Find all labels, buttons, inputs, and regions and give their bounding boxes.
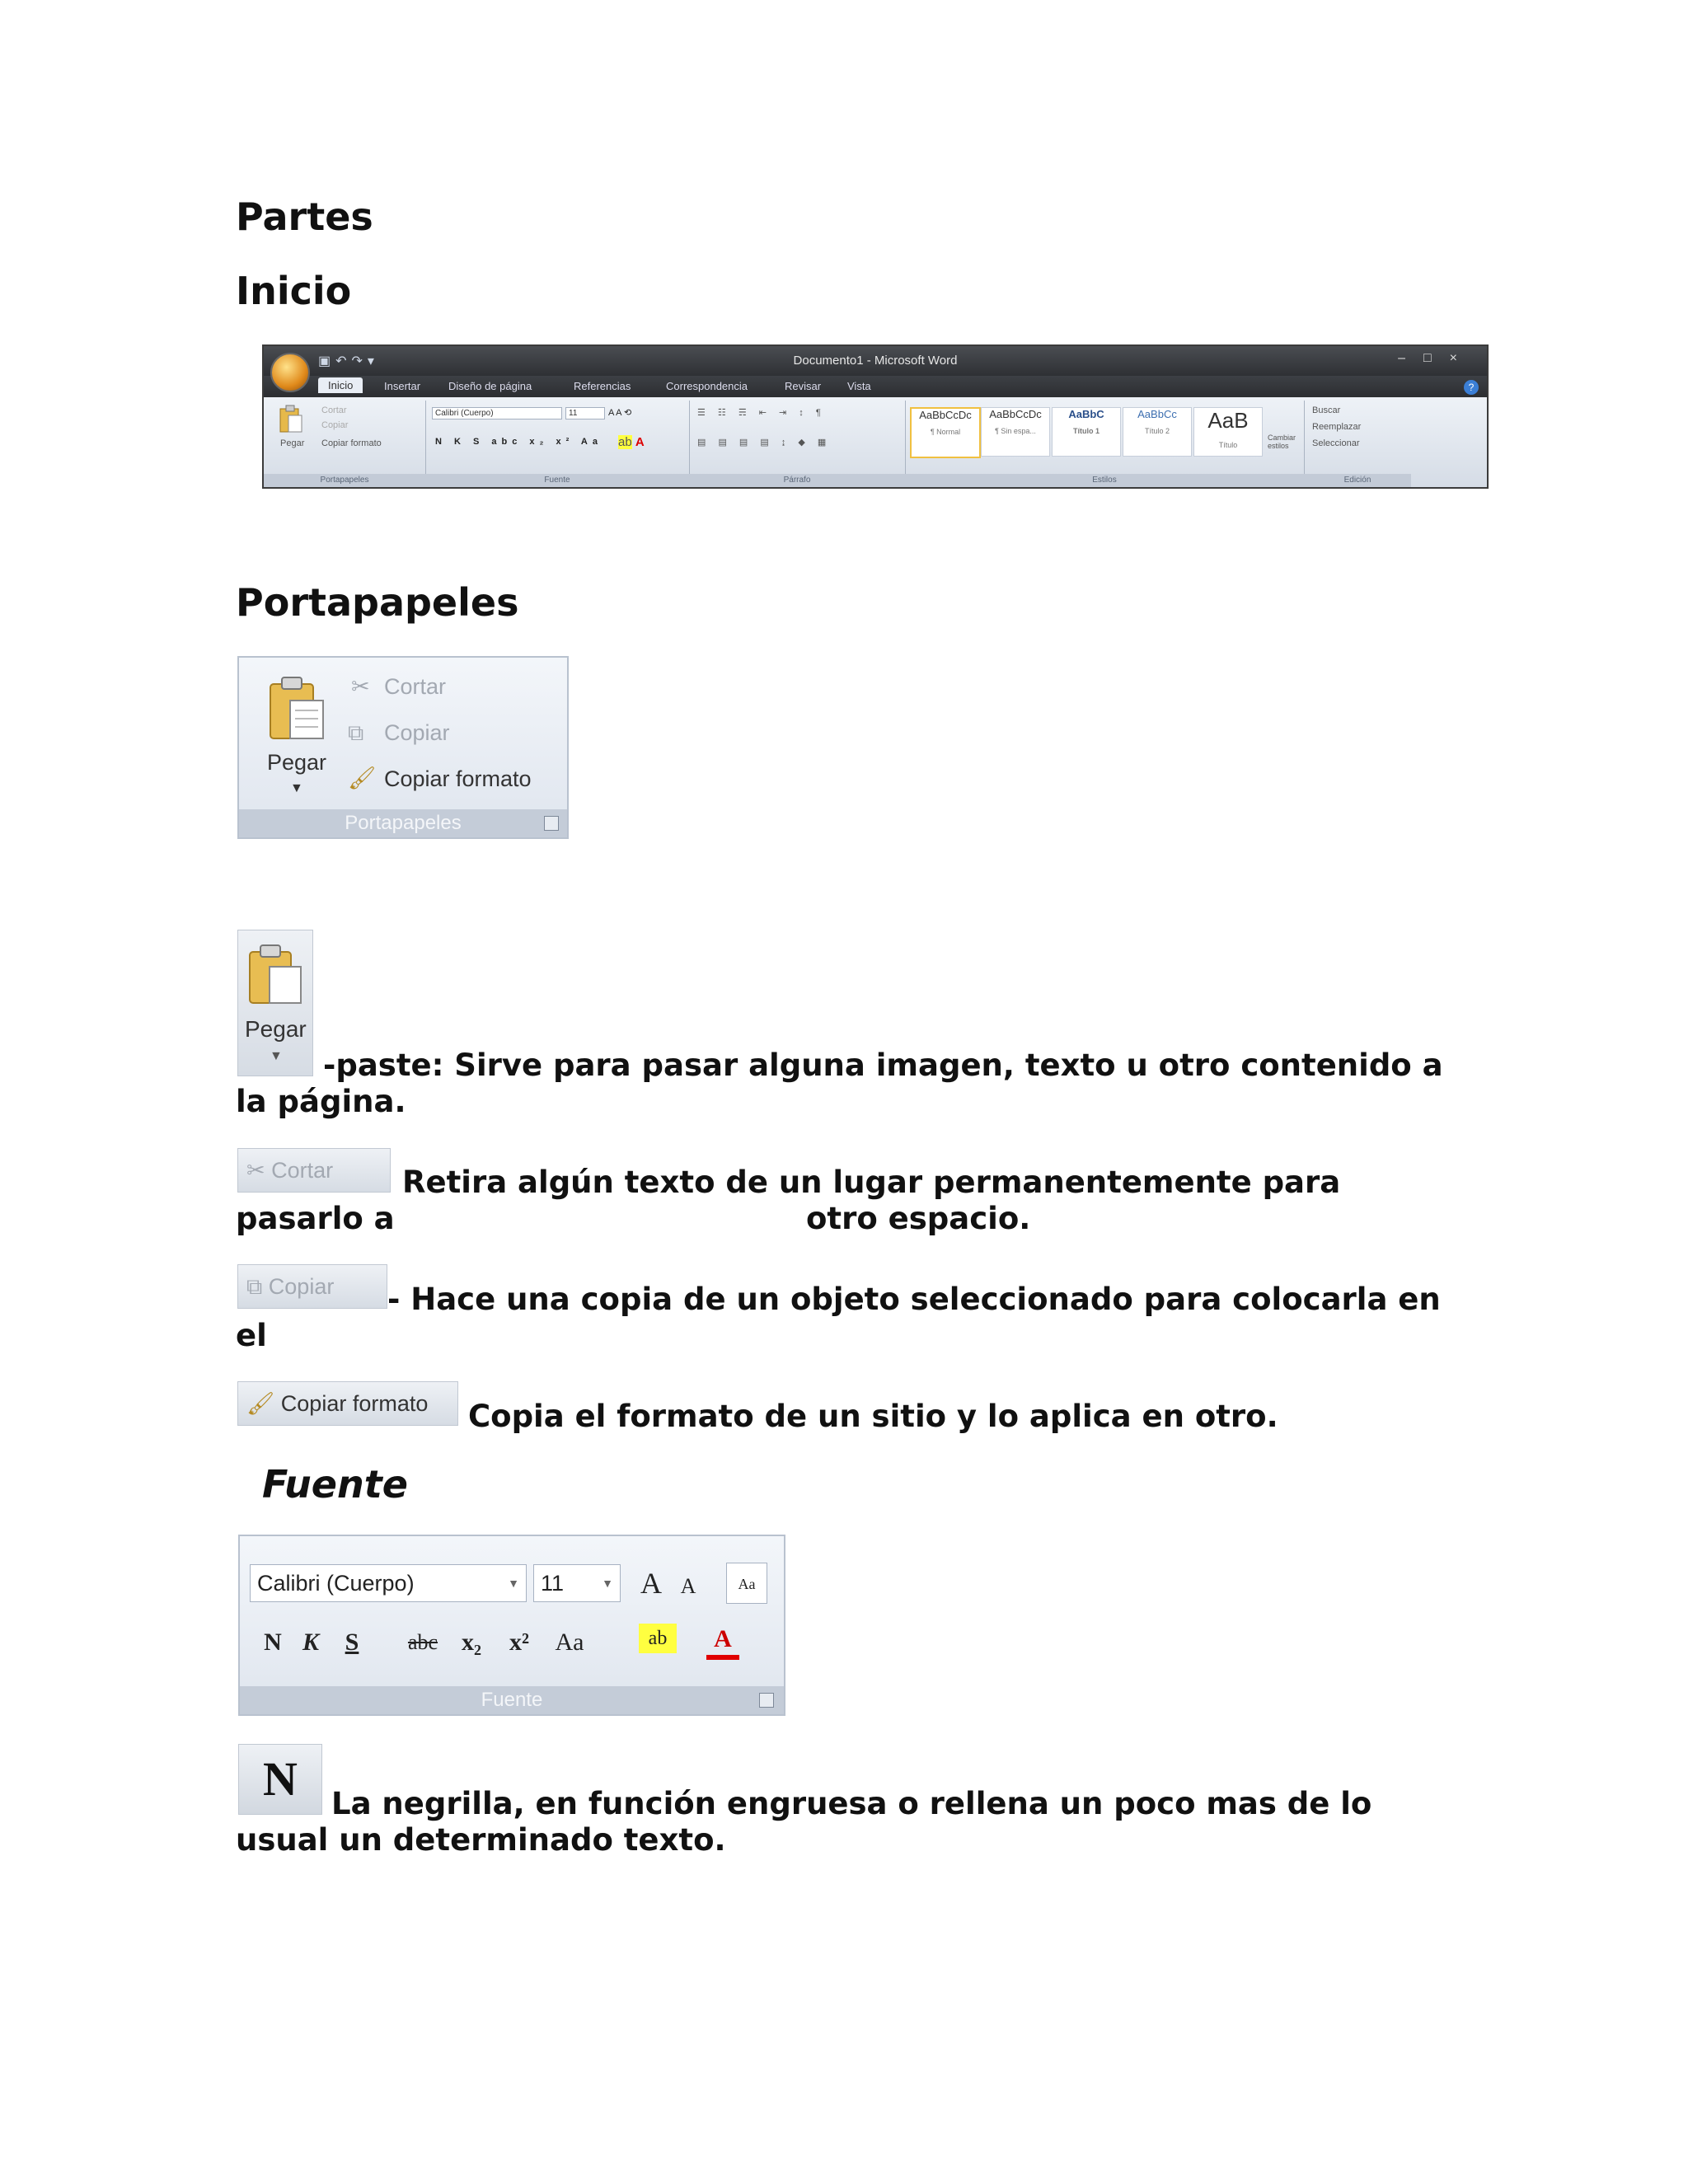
- group-label-edicion: Edición: [1304, 474, 1411, 487]
- ribbon-title-bar: [264, 346, 1487, 376]
- strikethrough-button[interactable]: abc: [407, 1630, 438, 1654]
- paste-icon[interactable]: [267, 674, 328, 743]
- paragraph-list-icons[interactable]: ☰ ☷ ☴ ⇤ ⇥ ↕ ¶: [697, 408, 826, 418]
- subscript-button[interactable]: x₂: [462, 1629, 481, 1656]
- copiar-description-cont: el: [236, 1318, 267, 1353]
- tab-revisar[interactable]: Revisar: [785, 380, 822, 392]
- heading-inicio: Inicio: [236, 269, 352, 313]
- pegar-label: Pegar: [245, 1016, 307, 1042]
- cortar-description-end: otro espacio.: [806, 1201, 1031, 1236]
- font-color-button[interactable]: A: [706, 1619, 739, 1660]
- underline-button[interactable]: S: [345, 1629, 359, 1656]
- ribbon-group-estilos: [905, 401, 1305, 487]
- ribbon-font-name[interactable]: Calibri (Cuerpo): [432, 407, 562, 419]
- ribbon-copy[interactable]: Copiar: [321, 420, 349, 430]
- ribbon-font-size[interactable]: 11: [565, 407, 605, 419]
- editing-select[interactable]: Seleccionar: [1312, 438, 1360, 448]
- pegar-label[interactable]: Pegar: [267, 750, 327, 775]
- paste-icon: [246, 942, 306, 1008]
- chevron-down-icon[interactable]: ▼: [290, 781, 303, 795]
- ribbon-group-fuente: [425, 401, 690, 487]
- copiar-formato-description: Copia el formato de un sitio y lo aplica en otro.: [468, 1399, 1278, 1434]
- shrink-font-button[interactable]: A: [680, 1574, 696, 1598]
- help-icon[interactable]: ?: [1464, 380, 1479, 395]
- clear-format-icon[interactable]: Aa: [726, 1563, 767, 1604]
- copiar-formato-button[interactable]: [237, 1381, 458, 1426]
- brush-icon: 🖌: [246, 1391, 275, 1416]
- pegar-button[interactable]: [237, 930, 313, 1076]
- ribbon-group-portapapeles: [264, 401, 426, 487]
- tab-inicio[interactable]: Inicio: [318, 377, 363, 393]
- ribbon-body: [264, 397, 1487, 487]
- cortar-button[interactable]: [237, 1148, 391, 1193]
- paste-icon[interactable]: [279, 404, 303, 434]
- ribbon-font-grow-shrink[interactable]: A A ⟲: [608, 408, 632, 418]
- cortar-label[interactable]: Cortar: [384, 674, 447, 699]
- style-sin-espaciado[interactable]: AaBbCcDc ¶ Sin espa...: [981, 407, 1050, 457]
- cortar-label: Cortar: [271, 1158, 334, 1183]
- group-label-fuente: Fuente: [425, 474, 689, 487]
- office-button-icon[interactable]: [270, 353, 310, 392]
- negrilla-description: La negrilla, en función engruesa o rellena un poco mas de lo: [331, 1786, 1372, 1821]
- heading-fuente: Fuente: [262, 1462, 408, 1507]
- ribbon-screenshot: [262, 344, 1489, 489]
- pegar-description-cont: la página.: [236, 1084, 406, 1119]
- tab-referencias[interactable]: Referencias: [574, 380, 631, 392]
- style-normal[interactable]: AaBbCcDc ¶ Normal: [910, 407, 981, 458]
- copiar-label[interactable]: Copiar: [384, 720, 450, 745]
- italic-button[interactable]: K: [302, 1629, 319, 1656]
- ribbon-font-format-buttons[interactable]: N K S abc x₂ x² Aa: [435, 437, 603, 447]
- copy-icon: ⧉: [246, 1274, 263, 1299]
- change-styles-button[interactable]: Cambiar estilos: [1268, 434, 1296, 450]
- copiar-button[interactable]: [237, 1264, 387, 1309]
- pegar-description: -paste: Sirve para pasar alguna imagen, texto u otro contenido a: [323, 1047, 1443, 1083]
- scissors-icon: ✂: [246, 1158, 265, 1183]
- quick-access-icons[interactable]: ▣↶↷▾: [318, 354, 379, 368]
- bold-button[interactable]: N: [264, 1629, 282, 1656]
- fuente-footer: Fuente: [240, 1686, 784, 1714]
- tab-correspondencia[interactable]: Correspondencia: [666, 380, 748, 392]
- negrilla-button[interactable]: N: [238, 1744, 322, 1815]
- ribbon-cut[interactable]: Cortar: [321, 405, 347, 415]
- chevron-down-icon: ▼: [602, 1577, 613, 1590]
- dialog-launcher-icon[interactable]: [544, 816, 559, 831]
- tab-diseno[interactable]: Diseño de página: [448, 380, 532, 392]
- copy-icon: ⧉: [348, 720, 364, 745]
- ribbon-paste-label[interactable]: Pegar: [280, 438, 305, 448]
- change-case-button[interactable]: Aa: [555, 1629, 584, 1656]
- group-label-estilos: Estilos: [905, 474, 1304, 487]
- fuente-group: [238, 1535, 785, 1716]
- ribbon-group-parrafo: [689, 401, 906, 487]
- chevron-down-icon: ▼: [508, 1577, 519, 1590]
- style-titulo-1[interactable]: AaBbC Título 1: [1052, 407, 1121, 457]
- portapapeles-group: [237, 656, 569, 839]
- copiar-formato-label[interactable]: Copiar formato: [384, 766, 532, 791]
- grow-font-button[interactable]: A: [640, 1567, 662, 1600]
- window-controls[interactable]: –□×: [1398, 351, 1475, 365]
- heading-partes: Partes: [236, 194, 373, 239]
- ribbon-format-painter[interactable]: Copiar formato: [321, 438, 382, 448]
- editing-find[interactable]: Buscar: [1312, 405, 1341, 415]
- dialog-launcher-icon[interactable]: [759, 1693, 774, 1708]
- copiar-formato-label: Copiar formato: [280, 1391, 429, 1416]
- style-titulo[interactable]: AaB Título: [1193, 407, 1263, 457]
- paragraph-align-icons[interactable]: ▤ ▤ ▤ ▤ ↨ ◆ ▦: [697, 438, 832, 448]
- copiar-description: - Hace una copia de un objeto seleccionado para colocarla en: [387, 1282, 1441, 1317]
- tab-insertar[interactable]: Insertar: [384, 380, 421, 392]
- ribbon-tabs: [264, 376, 1487, 397]
- font-size-combo[interactable]: 11 ▼: [533, 1564, 621, 1602]
- group-label-portapapeles: Portapapeles: [264, 474, 425, 487]
- superscript-button[interactable]: x²: [509, 1629, 529, 1656]
- negrilla-description-cont: usual un determinado texto.: [236, 1822, 726, 1858]
- tab-vista[interactable]: Vista: [847, 380, 871, 392]
- cortar-description: Retira algún texto de un lugar permanentemente para: [402, 1165, 1341, 1200]
- style-titulo-2[interactable]: AaBbCc Título 2: [1123, 407, 1192, 457]
- chevron-down-icon: ▼: [270, 1049, 283, 1063]
- highlight-button[interactable]: ab: [639, 1624, 677, 1653]
- copiar-label: Copiar: [268, 1274, 335, 1299]
- group-label-parrafo: Párrafo: [689, 474, 905, 487]
- window-title: Documento1 - Microsoft Word: [793, 354, 958, 368]
- scissors-icon: ✂: [351, 674, 370, 699]
- cortar-description-cont: pasarlo a: [236, 1201, 395, 1236]
- brush-icon: 🖌: [348, 766, 377, 790]
- heading-portapapeles: Portapapeles: [236, 580, 519, 625]
- ribbon-group-edicion: [1304, 401, 1411, 487]
- editing-replace[interactable]: Reemplazar: [1312, 422, 1362, 432]
- portapapeles-footer: Portapapeles: [239, 809, 567, 837]
- font-name-combo[interactable]: Calibri (Cuerpo) ▼: [250, 1564, 527, 1602]
- ribbon-highlight-color[interactable]: ab A: [618, 435, 645, 449]
